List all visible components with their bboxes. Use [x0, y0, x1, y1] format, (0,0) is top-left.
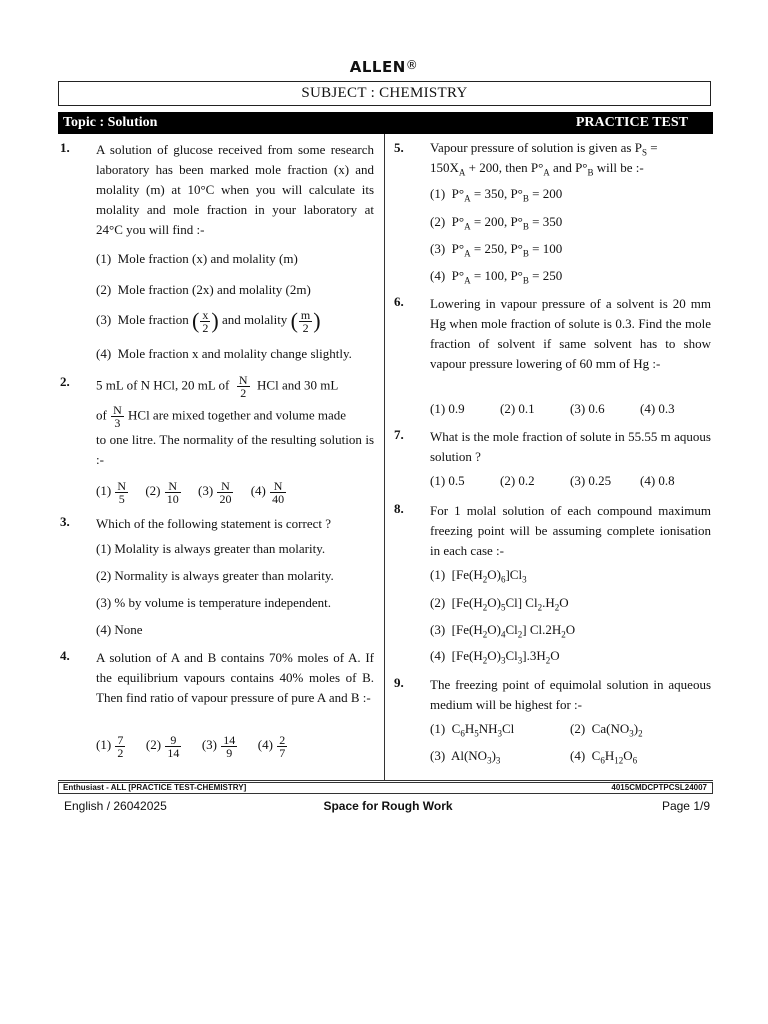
- footer-code: 4015CMDCPTPCSL24007: [611, 783, 707, 792]
- question-number: 8.: [394, 501, 404, 516]
- question-8-text: For 1 molal solution of each compound maximum freezing point will be assuming complete ionisation in each case :-: [430, 503, 711, 558]
- q4-option-4[interactable]: (4) $\frac{2}{7}$: [257, 733, 286, 760]
- q7-option-3[interactable]: (3) 0.25: [570, 473, 612, 488]
- q2-option-2[interactable]: (2) $\frac{N}{10}$: [145, 479, 179, 506]
- footer-page-number: Page 1/9: [661, 799, 710, 813]
- q3-option-4[interactable]: (4) None: [96, 622, 143, 637]
- question-5-line-1: Vapour pressure of solution is given as $P_S$ =: [430, 140, 658, 158]
- question-number: 7.: [394, 427, 404, 442]
- q3-option-3[interactable]: (3) % by volume is temperature independent.: [96, 595, 332, 610]
- q6-option-1[interactable]: (1) 0.9: [430, 401, 465, 416]
- q6-option-4[interactable]: (4) 0.3: [640, 401, 675, 416]
- question-number: 5.: [394, 140, 404, 155]
- q3-option-1[interactable]: (1) Molality is always greater than molarity.: [96, 541, 326, 556]
- content-bottom-rule: [58, 780, 713, 781]
- q8-option-2[interactable]: (2) $[Fe(H_2O)_5Cl]$ $Cl_2.H_2O$: [430, 595, 569, 613]
- q6-option-3[interactable]: (3) 0.6: [570, 401, 605, 416]
- q5-option-2[interactable]: (2) $P^\circ_A = 200$, $P^\circ_B = 350$: [430, 214, 563, 232]
- footer-language-date: English / 26042025: [64, 799, 167, 813]
- question-number: 9.: [394, 675, 404, 690]
- q5-option-4[interactable]: (4) $P^\circ_A = 100$, $P^\circ_B = 250$: [430, 268, 563, 286]
- question-number: 2.: [60, 374, 70, 389]
- question-1-text: A solution of glucose received from some research laboratory has been marked mole fraction (x) and molality (m) at 10°C when you will calculate its molality and mole fraction in your laboratory at 24°C you will find :-: [96, 142, 374, 237]
- q8-option-4[interactable]: (4) $[Fe(H_2O)_3Cl_3].3H_2O$: [430, 648, 560, 666]
- q9-option-1[interactable]: (1) $C_6H_5NH_3Cl$: [430, 721, 515, 739]
- question-number: 6.: [394, 294, 404, 309]
- q1-option-3[interactable]: (3) Mole fraction ( $\frac{x}{2}$ ) and molality ( $\frac{m}{2}$ ): [96, 307, 321, 335]
- question-4-text: A solution of A and B contains 70% moles of A. If the equilibrium vapours contains 40% moles of B. Then find ratio of vapour pressure of pure A and B :-: [96, 650, 374, 705]
- question-number: 3.: [60, 514, 70, 529]
- footer-course: Enthusiast - ALL [PRACTICE TEST-CHEMISTRY]: [63, 783, 247, 792]
- q1-option-2[interactable]: (2) Mole fraction (2x) and molality (2m): [96, 282, 311, 297]
- q4-option-1[interactable]: (1) $\frac{7}{2}$: [96, 733, 124, 760]
- subject-box: SUBJECT : CHEMISTRY: [58, 81, 711, 106]
- q3-option-2[interactable]: (2) Normality is always greater than molarity.: [96, 568, 334, 583]
- q8-option-3[interactable]: (3) $[Fe(H_2O)_4Cl_2]$ $Cl.2H_2O$: [430, 622, 576, 640]
- question-number: 4.: [60, 648, 70, 663]
- question-7-text: What is the mole fraction of solute in 55.55 m aquous solution ?: [430, 429, 711, 464]
- q2-options: [96, 480, 287, 505]
- test-label: PRACTICE TEST: [575, 115, 688, 130]
- q9-option-2[interactable]: (2) $Ca(NO_3)_2$: [570, 721, 643, 739]
- q1-option-4[interactable]: (4) Mole fraction x and molality change slightly.: [96, 346, 352, 361]
- footer-box: [58, 782, 713, 794]
- q1-option-1[interactable]: (1) Mole fraction (x) and molality (m): [96, 251, 298, 266]
- q5-option-3[interactable]: (3) $P^\circ_A = 250$, $P^\circ_B = 100$: [430, 241, 563, 259]
- question-9-text: The freezing point of equimolal solution in aqueous medium will be highest for :-: [430, 677, 711, 712]
- topic-label: Topic : Solution: [63, 115, 158, 130]
- question-number: 1.: [60, 140, 70, 155]
- column-divider: [384, 134, 385, 780]
- q7-option-4[interactable]: (4) 0.8: [640, 473, 675, 488]
- footer-rough-work: Space for Rough Work: [323, 799, 453, 813]
- q4-options: [96, 734, 288, 759]
- question-2-line-1: 5 mL of N HCl, 20 mL of $\frac{N}{2}$ HCl and 30 mL: [96, 373, 339, 400]
- allen-logo: ALLEN®: [349, 58, 419, 76]
- q2-option-1[interactable]: (1) $\frac{N}{5}$: [96, 479, 127, 506]
- q2-option-3[interactable]: (3) $\frac{N}{20}$: [198, 479, 232, 506]
- question-2-line-2: of $\frac{N}{3}$ HCl are mixed together and volume made: [96, 403, 347, 430]
- q4-option-3[interactable]: (3) $\frac{14}{9}$: [201, 733, 236, 760]
- q2-option-4[interactable]: (4) $\frac{N}{40}$: [250, 479, 285, 506]
- topic-bar: [58, 112, 713, 134]
- question-5-line-2: $150X_A + 200$, then $P^\circ_A$ and $P^\circ_B$ will be :-: [430, 160, 644, 178]
- question-3-text: Which of the following statement is correct ?: [96, 516, 332, 531]
- q9-option-3[interactable]: (3) $Al(NO_3)_3$: [430, 748, 501, 766]
- q9-option-4[interactable]: (4) $C_6H_{12}O_6$: [570, 748, 638, 766]
- q4-option-2[interactable]: (2) $\frac{9}{14}$: [145, 733, 180, 760]
- q7-option-2[interactable]: (2) 0.2: [500, 473, 535, 488]
- question-6-text: Lowering in vapour pressure of a solvent is 20 mm Hg when mole fraction of solute is 0.3. Find the mole fraction of solvent if same solvent has to show vapour pressure lowering of 60 mm of Hg :-: [430, 296, 711, 371]
- q5-option-1[interactable]: (1) $P^\circ_A = 350$, $P^\circ_B = 200$: [430, 186, 563, 204]
- q7-option-1[interactable]: (1) 0.5: [430, 473, 465, 488]
- q8-option-1[interactable]: (1) $[Fe(H_2O)_6]Cl_3$: [430, 567, 527, 585]
- q6-option-2[interactable]: (2) 0.1: [500, 401, 535, 416]
- question-2-line-3: to one litre. The normality of the resulting solution is :-: [96, 432, 374, 467]
